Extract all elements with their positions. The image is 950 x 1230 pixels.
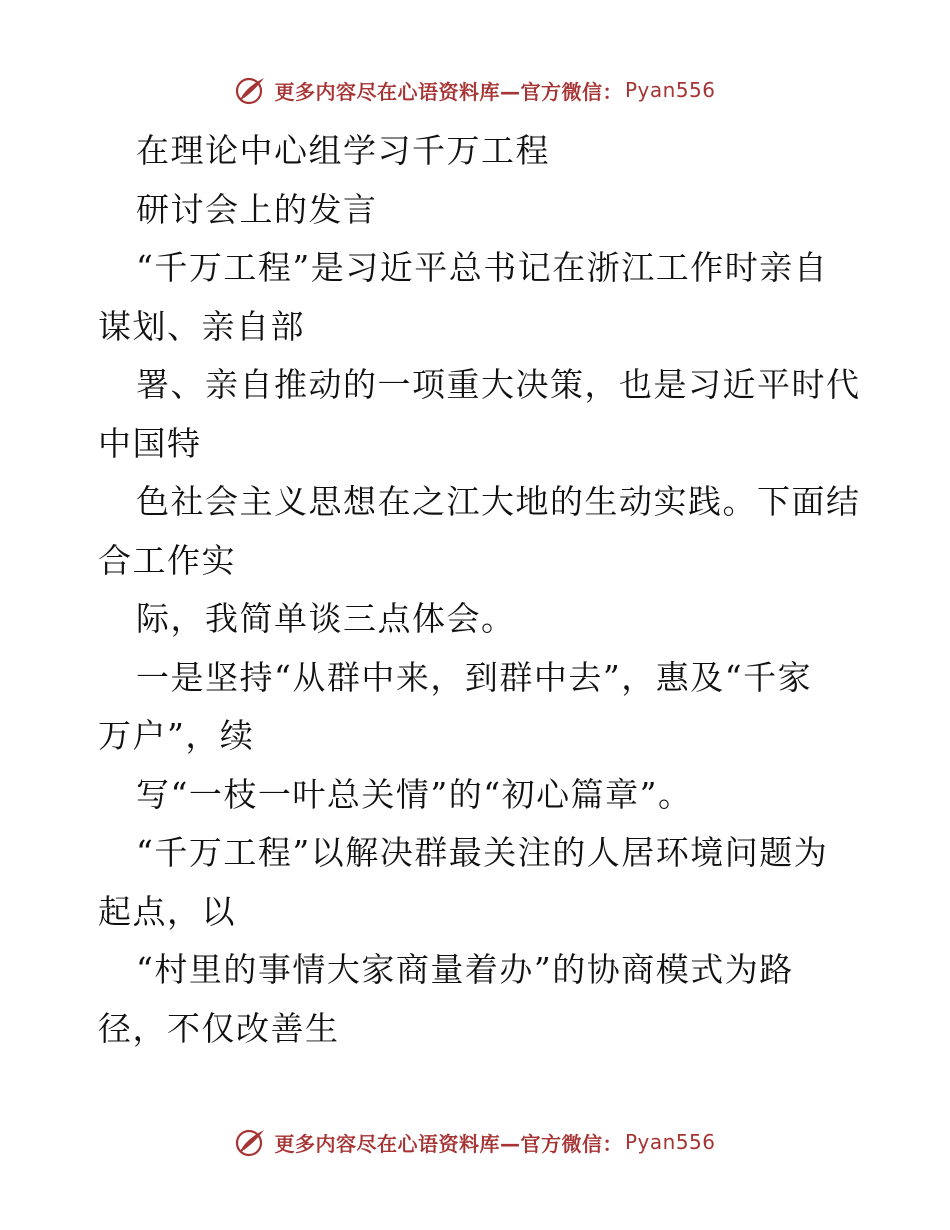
header-watermark [0, 74, 950, 106]
text-line: 一是坚持“从群中来，到群中去”，惠及“千家 [136, 657, 813, 697]
text-line: “村里的事情大家商量着办”的协商模式为路 [136, 950, 794, 989]
text-line: 径，不仅改善生 [98, 1008, 340, 1048]
text-line: 合工作实 [98, 540, 236, 580]
text-line: 在理论中心组学习千万工程 [136, 131, 550, 170]
watermark-wechat-id: Pyan556 [624, 1130, 716, 1154]
text-line: 写“一枝一叶总关情”的“初心篇章”。 [136, 774, 693, 814]
text-line: 中国特 [98, 423, 202, 463]
text-line: 谋划、亲自部 [98, 306, 305, 346]
text-line: 研讨会上的发言 [136, 189, 378, 229]
text-line: 际，我简单谈三点体会。 [136, 599, 516, 638]
document-body [98, 122, 861, 1058]
pen-logo-icon [234, 1126, 268, 1158]
footer-watermark [0, 1126, 950, 1158]
text-line: “千万工程”是习近平总书记在浙江工作时亲自 [136, 248, 829, 287]
watermark-wechat-id: Pyan556 [624, 78, 716, 102]
text-line: “千万工程”以解决群最关注的人居环境问题为 [136, 833, 829, 872]
pen-logo-icon [234, 74, 268, 106]
watermark-text: 更多内容尽在心语资料库—官方微信： [274, 79, 623, 104]
text-line: 色社会主义思想在之江大地的生动实践。下面结 [136, 482, 861, 521]
watermark-text: 更多内容尽在心语资料库—官方微信： [274, 1131, 623, 1156]
text-line: 起点，以 [98, 891, 236, 931]
text-line: 署、亲自推动的一项重大决策，也是习近平时代 [136, 365, 861, 404]
text-line: 万户”，续 [98, 716, 255, 755]
